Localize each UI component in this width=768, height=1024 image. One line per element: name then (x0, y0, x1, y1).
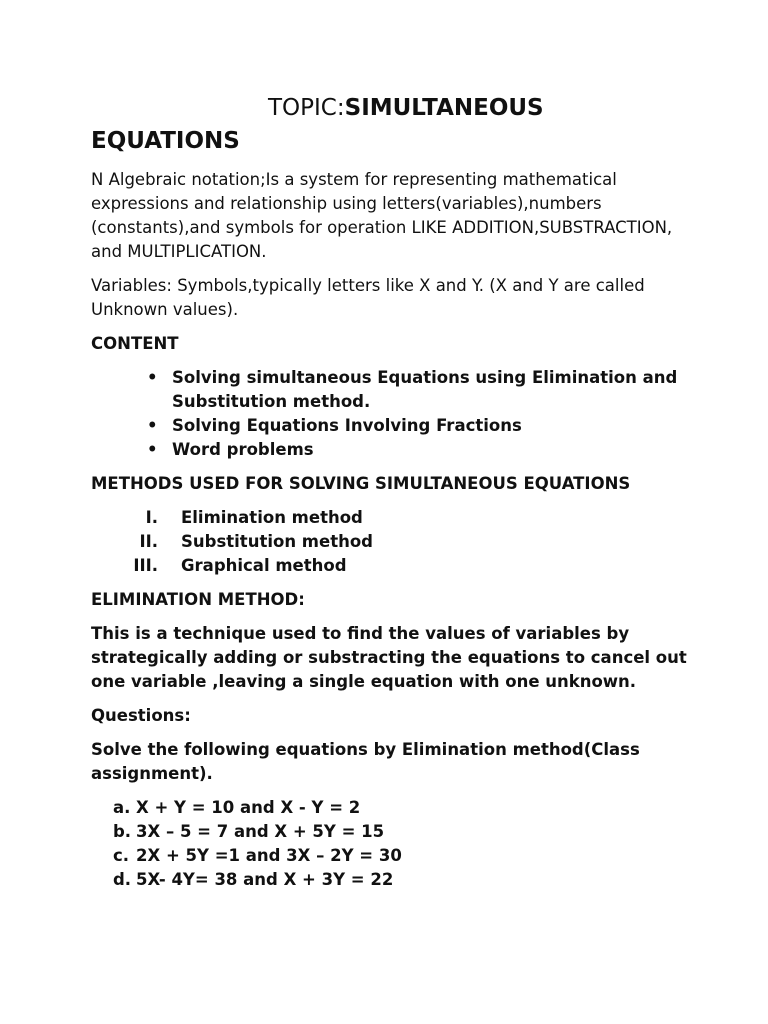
title-strong-2: EQUATIONS (91, 128, 240, 154)
intro-paragraph: N Algebraic notation;Is a system for representing mathematical expressions and relationship using letters(variables),numbers (constants),and symbols for operation LIKE ADDITION,SUBSTRACTION, and MULTIPLICATION. (91, 170, 673, 261)
list-item (91, 796, 688, 820)
title-lead: TOPIC: (268, 95, 345, 121)
page-title (91, 92, 688, 158)
list-item (91, 868, 688, 892)
variables-paragraph: Variables: Symbols,typically letters like X and Y. (X and Y are called Unknown values). (91, 276, 645, 319)
question-text: 3X – 5 = 7 and X + 5Y = 15 (136, 822, 385, 841)
list-number: III. (133, 556, 158, 575)
list-number: a. (113, 798, 131, 817)
questions-list (91, 796, 688, 892)
list-item-label: Graphical method (181, 556, 347, 575)
elimination-paragraph: This is a technique used to find the values of variables by strategically adding or substracting the equations to cancel out one variable ,leaving a single equation with one unknown. (91, 624, 687, 691)
question-text: X + Y = 10 and X - Y = 2 (136, 798, 361, 817)
list-number: b. (113, 822, 132, 841)
methods-list (91, 506, 688, 578)
list-number: I. (145, 508, 158, 527)
question-text: 5X- 4Y= 38 and X + 3Y = 22 (136, 870, 394, 889)
list-item-label: Elimination method (181, 508, 363, 527)
list-item (91, 820, 688, 844)
content-list (91, 366, 688, 462)
elimination-heading: ELIMINATION METHOD: (91, 590, 305, 609)
list-item-label: Substitution method (181, 532, 373, 551)
list-item: • Word problems (172, 438, 688, 462)
questions-heading: Questions: (91, 706, 191, 725)
title-strong-1: SIMULTANEOUS (344, 95, 544, 121)
questions-intro: Solve the following equations by Elimination method(Class assignment). (91, 740, 640, 783)
list-item (91, 554, 688, 578)
list-item (91, 506, 688, 530)
list-item: • Solving Equations Involving Fractions (172, 414, 688, 438)
question-text: 2X + 5Y =1 and 3X – 2Y = 30 (136, 846, 402, 865)
list-item (91, 844, 688, 868)
list-item: • Solving simultaneous Equations using Elimination and Substitution method. (172, 366, 688, 414)
list-item (91, 530, 688, 554)
list-number: c. (113, 846, 130, 865)
list-number: d. (113, 870, 132, 889)
methods-heading: METHODS USED FOR SOLVING SIMULTANEOUS EQUATIONS (91, 474, 631, 493)
list-number: II. (139, 532, 158, 551)
content-heading: CONTENT (91, 334, 179, 353)
